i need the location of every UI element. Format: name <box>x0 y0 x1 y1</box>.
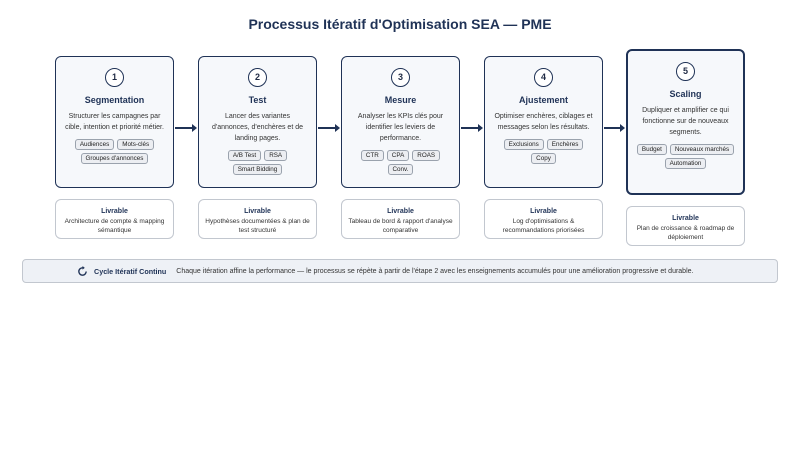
tag: Groupes d'annonces <box>81 153 149 164</box>
tag: Audiences <box>75 139 114 150</box>
step-card-test <box>198 56 317 188</box>
tag: ROAS <box>412 150 440 161</box>
tag: RSA <box>264 150 287 161</box>
deliverable-text: Hypothèses documentées & plan de test structuré <box>205 218 310 234</box>
step-title: Segmentation <box>84 95 145 105</box>
tag: Nouveaux marchés <box>670 144 734 155</box>
deliverable-text: Plan de croissance & roadmap de déploiement <box>636 225 735 241</box>
tag: Smart Bidding <box>233 164 283 175</box>
deliverable-text: Log d'optimisations & recommandations priorisées <box>502 218 585 234</box>
cycle-text: Chaque itération affine la performance — le processus se répète à partir de l'étape 2 avec les enseignements accumulés pour une amélioration progressive et durable. <box>176 267 694 275</box>
step-number: 4 <box>534 68 553 87</box>
deliverable-box <box>55 199 174 239</box>
deliverable-text: Tableau de bord & rapport d'analyse comparative <box>348 218 453 234</box>
deliverable-box <box>198 199 317 239</box>
deliverable-label: Livrable <box>101 208 128 215</box>
tag: Budget <box>637 144 667 155</box>
tag-list <box>342 150 459 175</box>
deliverable-label: Livrable <box>672 215 699 222</box>
tag-list <box>199 150 316 175</box>
step-description: Dupliquer et amplifier ce qui fonctionne sur de nouveaux segments. <box>642 107 729 136</box>
deliverable-label: Livrable <box>387 208 414 215</box>
arrow-connector <box>175 127 194 129</box>
deliverable-label: Livrable <box>244 208 271 215</box>
step-title: Mesure <box>384 95 417 105</box>
step-description: Lancer des variantes d'annonces, d'enchères et de landing pages. <box>211 113 304 142</box>
tag-list <box>628 144 743 169</box>
tag: CTR <box>361 150 384 161</box>
step-number: 2 <box>248 68 267 87</box>
step-number: 1 <box>105 68 124 87</box>
tag: Conv. <box>388 164 414 175</box>
deliverable-label: Livrable <box>530 208 557 215</box>
step-title: Ajustement <box>518 95 568 105</box>
arrow-connector <box>604 127 622 129</box>
arrow-connector <box>461 127 480 129</box>
tag: Enchères <box>547 139 584 150</box>
refresh-icon <box>77 266 88 277</box>
deliverable-box <box>484 199 603 239</box>
step-description: Structurer les campagnes par cible, intention et priorité métier. <box>65 113 164 131</box>
step-number: 3 <box>391 68 410 87</box>
step-number: 5 <box>676 62 695 81</box>
tag-list <box>485 139 602 164</box>
tag: Mots-clés <box>117 139 154 150</box>
tag: A/B Test <box>228 150 261 161</box>
tag-list <box>56 139 173 164</box>
tag: Exclusions <box>504 139 544 150</box>
deliverable-text: Architecture de compte & mapping sémantique <box>64 218 165 234</box>
step-title: Scaling <box>669 89 702 99</box>
step-title: Test <box>248 95 267 105</box>
cycle-title: Cycle Itératif Continu <box>94 266 167 276</box>
step-description: Optimiser enchères, ciblages et messages selon les résultats. <box>494 113 593 131</box>
page-title: Processus Itératif d'Optimisation SEA — PME <box>248 16 552 32</box>
arrow-connector <box>318 127 337 129</box>
step-description: Analyser les KPIs clés pour identifier les leviers de performance. <box>357 113 444 142</box>
tag: Copy <box>531 153 556 164</box>
step-card-scaling <box>626 49 745 195</box>
deliverable-box <box>626 206 745 246</box>
tag: CPA <box>387 150 409 161</box>
step-card-ajustement <box>484 56 603 188</box>
deliverable-box <box>341 199 460 239</box>
step-card-mesure <box>341 56 460 188</box>
cycle-banner <box>22 259 778 283</box>
step-card-segmentation <box>55 56 174 188</box>
tag: Automation <box>665 158 707 169</box>
